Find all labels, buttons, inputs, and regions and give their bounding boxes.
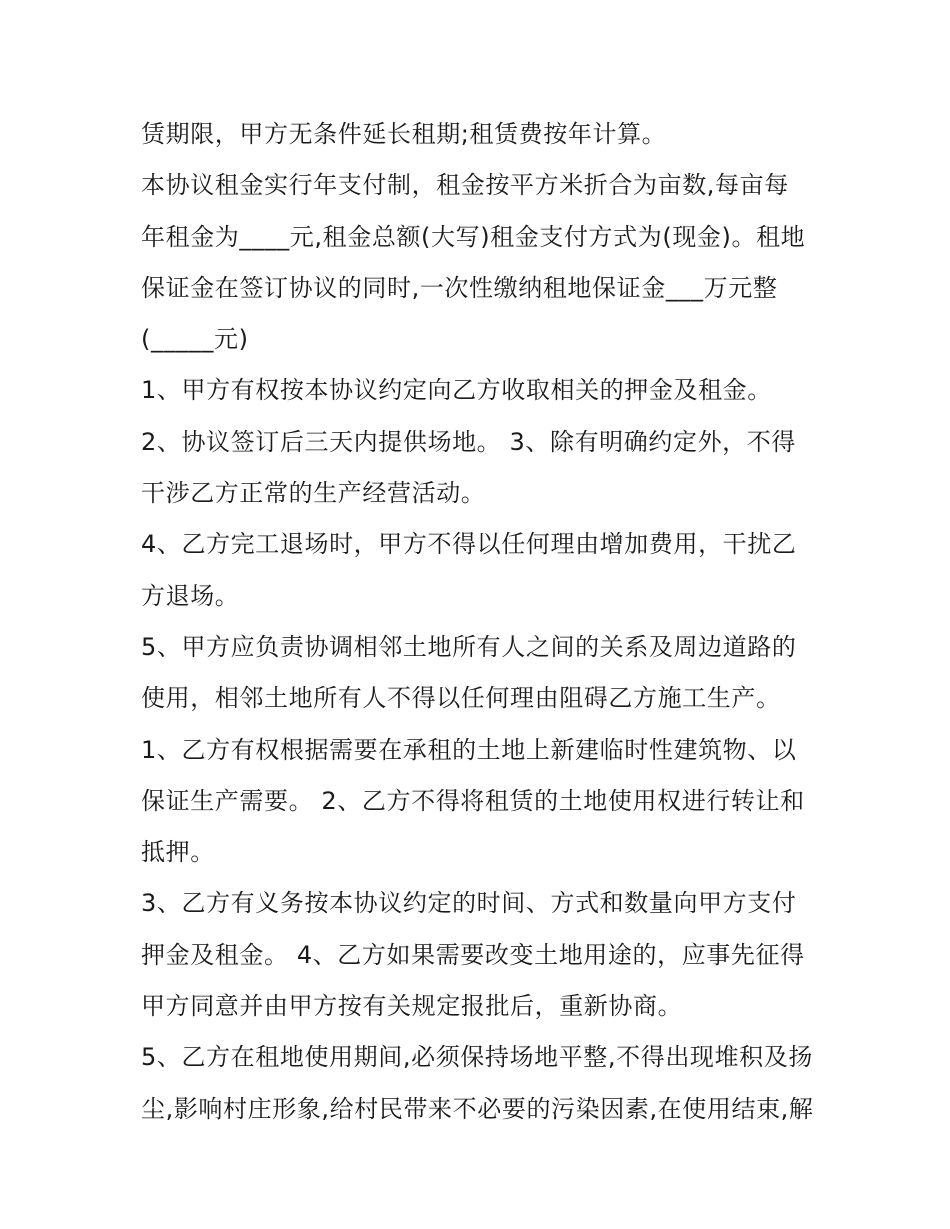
text-line: 本协议租金实行年支付制，租金按平方米折合为亩数,每亩每 (141, 171, 789, 200)
text-line: 5、乙方在租地使用期间,必须保持场地平整,不得出现堆积及扬 (141, 1043, 813, 1072)
text-line: 5、甲方应负责协调相邻土地所有人之间的关系及周边道路的 (141, 632, 797, 661)
text-line: 3、乙方有义务按本协议约定的时间、方式和数量向甲方支付 (141, 889, 797, 918)
text-line: 1、甲方有权按本协议约定向乙方收取相关的押金及租金。 (141, 376, 772, 405)
text-line: 4、乙方完工退场时，甲方不得以任何理由增加费用，干扰乙 (141, 530, 797, 559)
text-line: 使用，相邻土地所有人不得以任何理由阻碍乙方施工生产。 (141, 684, 781, 713)
text-line: (_____元) (141, 325, 249, 354)
text-line: 赁期限，甲方无条件延长租期;租赁费按年计算。 (141, 120, 667, 148)
text-line: 保证金在签订协议的同时,一次性缴纳租地保证金___万元整 (141, 273, 778, 302)
text-line: 年租金为____元,租金总额(大写)租金支付方式为(现金)。租地 (141, 222, 806, 251)
contract-body-text (141, 109, 821, 1135)
text-line: 抵押。 (141, 838, 215, 867)
text-line: 1、乙方有权根据需要在承租的土地上新建临时性建筑物、以 (141, 735, 797, 764)
text-line: 尘,影响村庄形象,给村民带来不必要的污染因素,在使用结束,解 (141, 1094, 814, 1123)
text-line: 方退场。 (141, 581, 240, 610)
text-line: 甲方同意并由甲方按有关规定报批后，重新协商。 (141, 992, 683, 1021)
text-line: 2、协议签订后三天内提供场地。 3、除有明确约定外，不得 (141, 427, 796, 456)
text-line: 押金及租金。 4、乙方如果需要改变土地用途的，应事先征得 (141, 940, 805, 969)
text-line: 保证生产需要。 2、乙方不得将租赁的土地使用权进行转让和 (141, 786, 805, 815)
text-line: 干涉乙方正常的生产经营活动。 (141, 479, 486, 508)
